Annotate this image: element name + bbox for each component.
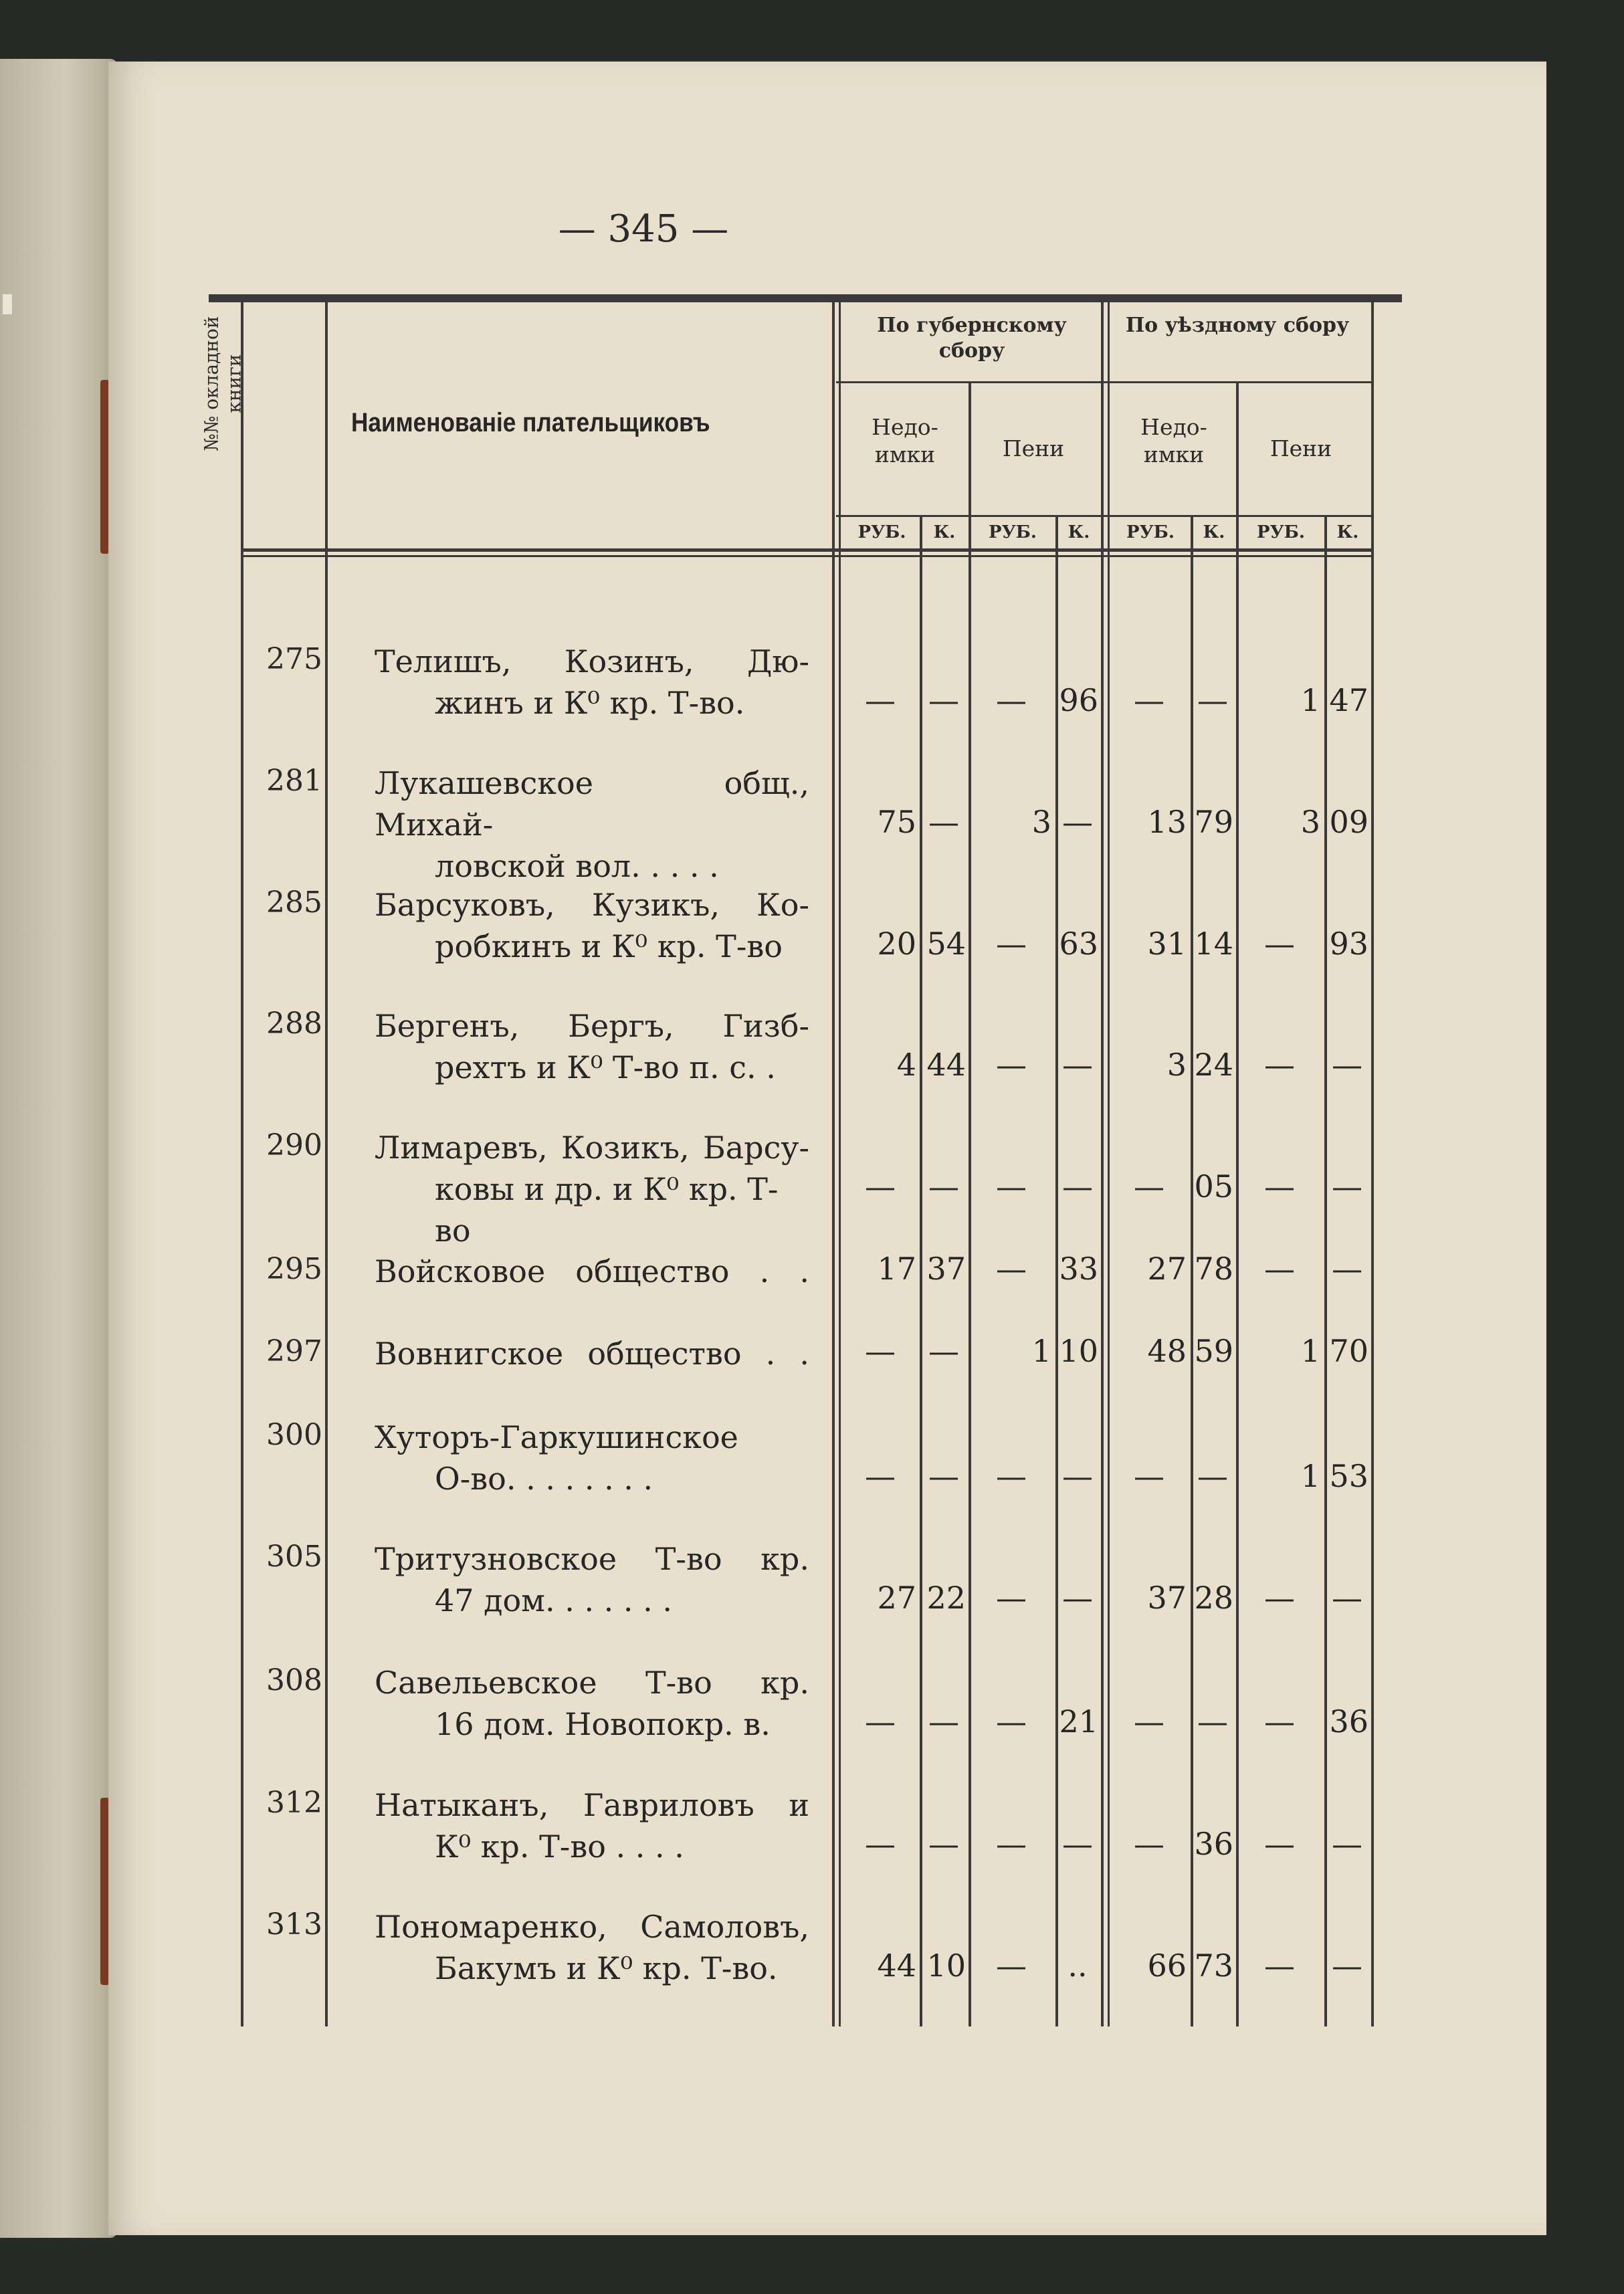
payer-name-line2: Вовнигское общество . . — [375, 1336, 809, 1372]
amount-cell: 79 — [1194, 804, 1233, 840]
adjacent-page-edge — [0, 59, 117, 2238]
payer-name-line2: 47 дом. . . . . . . — [435, 1582, 673, 1619]
amount-cell: — — [1332, 1826, 1362, 1862]
payer-name-line1: Телишъ, Козинъ, Дю- — [375, 643, 809, 680]
row-payer-name — [375, 1251, 809, 1292]
amount-cell: 36 — [1194, 1826, 1233, 1862]
amount-cell: — — [1264, 1168, 1295, 1205]
amount-cell: 53 — [1329, 1458, 1368, 1494]
amount-cell: 59 — [1194, 1333, 1233, 1369]
payer-name-line2: жинъ и К⁰ кр. Т-во. — [435, 685, 745, 721]
amount-cell: 3 — [1031, 804, 1051, 840]
unit-header: РУБ. — [1257, 522, 1305, 542]
unit-header: К. — [1203, 522, 1225, 542]
header-bottom-rule-2 — [241, 555, 1371, 557]
gub-double-line-2 — [1108, 294, 1110, 2026]
amount-cell: — — [1332, 1251, 1362, 1287]
amount-cell: 47 — [1329, 682, 1368, 718]
gub-divider — [1101, 294, 1104, 2026]
row-book-number: 300 — [266, 1418, 322, 1452]
unit-header: РУБ. — [1126, 522, 1175, 542]
left-border — [241, 294, 243, 2026]
amount-cell: 63 — [1059, 926, 1098, 962]
amount-cell: — — [1264, 1826, 1295, 1862]
payer-name-line1: Тритузновское Т-во кр. — [375, 1541, 809, 1577]
amount-cell: — — [928, 1333, 959, 1369]
amount-cell: — — [996, 1047, 1027, 1083]
amount-cell: — — [1332, 1948, 1362, 1984]
payer-name-line1: Хуторъ-Гаркушинское — [375, 1419, 738, 1455]
payer-name-line2: рехтъ и К⁰ Т-во п. с. . — [435, 1049, 776, 1085]
table-top-rule — [209, 294, 1402, 302]
amount-cell: 70 — [1329, 1333, 1368, 1369]
amount-cell: — — [865, 1826, 896, 1862]
row-payer-name — [375, 1662, 809, 1745]
amount-cell: 17 — [877, 1251, 916, 1287]
gub-nedoimki-header: Недо- имки — [872, 414, 938, 468]
clip-mark — [3, 294, 12, 314]
unit-header: К. — [1068, 522, 1090, 542]
amount-cell: 73 — [1194, 1948, 1233, 1984]
amount-cell: — — [865, 1458, 896, 1494]
amount-cell: — — [865, 1168, 896, 1205]
row-book-number: 312 — [266, 1786, 322, 1820]
right-border — [1371, 294, 1374, 2026]
amount-cell: — — [996, 926, 1027, 962]
amount-cell: 09 — [1329, 804, 1368, 840]
payer-name-line2: Войсковое общество . . — [375, 1253, 809, 1289]
header-bottom-rule — [241, 548, 1371, 552]
amount-cell: — — [1264, 1251, 1295, 1287]
amount-cell: 78 — [1194, 1251, 1233, 1287]
gub-peni-header: Пени — [1002, 435, 1065, 461]
amount-cell: — — [1197, 682, 1228, 718]
amount-cell: 33 — [1059, 1251, 1098, 1287]
amount-cell: — — [1062, 1047, 1093, 1083]
row-book-number: 275 — [266, 642, 322, 676]
row-payer-name — [375, 1005, 809, 1088]
row-payer-name — [375, 1127, 809, 1251]
amount-cell: 21 — [1059, 1703, 1098, 1740]
row-book-number: 305 — [266, 1540, 322, 1574]
payer-name-line1: Бергенъ, Бергъ, Гизб- — [375, 1008, 809, 1044]
amount-cell: 10 — [1059, 1333, 1098, 1369]
amount-cell: 66 — [1147, 1948, 1187, 1984]
amount-cell: 3 — [1166, 1047, 1187, 1083]
uezd-peni-header: Пени — [1270, 435, 1332, 461]
payer-name-line2: 16 дом. Новопокр. в. — [435, 1706, 771, 1742]
amount-cell: 93 — [1329, 926, 1368, 962]
page-number: — 345 — — [558, 207, 729, 251]
amount-cell: — — [928, 1458, 959, 1494]
row-book-number: 285 — [266, 885, 322, 920]
amount-cell: — — [1264, 1703, 1295, 1740]
payer-name-line1: Лимаревъ, Козикъ, Барсу- — [375, 1130, 809, 1166]
amount-cell: 14 — [1194, 926, 1233, 962]
row-book-number: 288 — [266, 1007, 322, 1041]
amount-cell: — — [1264, 1047, 1295, 1083]
amount-cell: 37 — [1147, 1580, 1187, 1616]
unit-header: К. — [1336, 522, 1359, 542]
amount-cell: 31 — [1147, 926, 1187, 962]
row-payer-name — [375, 1417, 809, 1499]
amount-cell: 20 — [877, 926, 916, 962]
amount-cell: — — [1062, 1168, 1093, 1205]
amount-cell: — — [996, 1703, 1027, 1740]
subheader-rule — [836, 381, 1371, 383]
row-book-number: 297 — [266, 1334, 322, 1368]
amount-cell: 54 — [926, 926, 966, 962]
amount-cell: — — [1332, 1168, 1362, 1205]
amount-cell: 10 — [926, 1948, 966, 1984]
row-payer-name — [375, 641, 809, 724]
amount-cell: — — [996, 682, 1027, 718]
payer-name-line2: робкинъ и К⁰ кр. Т-во — [435, 928, 783, 964]
row-payer-name — [375, 1906, 809, 1989]
amount-cell: — — [865, 682, 896, 718]
amount-cell: — — [928, 682, 959, 718]
unit-rule — [836, 515, 1371, 517]
amount-cell: 27 — [877, 1580, 916, 1616]
payer-name-line1: Пономаренко, Самоловъ, — [375, 1909, 809, 1945]
amount-cell: 28 — [1194, 1580, 1233, 1616]
amount-cell: — — [996, 1458, 1027, 1494]
row-book-number: 308 — [266, 1663, 322, 1697]
row-book-number: 290 — [266, 1128, 322, 1162]
amount-cell: — — [996, 1168, 1027, 1205]
payer-name-line2: К⁰ кр. Т-во . . . . — [435, 1829, 684, 1865]
amount-cell: — — [1062, 1826, 1093, 1862]
uezd-group-header: По уѣздному сбору — [1125, 314, 1350, 337]
amount-cell: 27 — [1147, 1251, 1187, 1287]
amount-cell: 75 — [877, 804, 916, 840]
amount-cell: — — [865, 1703, 896, 1740]
gub-double-line — [839, 294, 841, 2026]
payer-name-line1: Савельевское Т-во кр. — [375, 1665, 809, 1701]
amount-cell: 24 — [1194, 1047, 1233, 1083]
amount-cell: .. — [1068, 1948, 1088, 1984]
amount-cell: — — [1264, 926, 1295, 962]
amount-cell: 13 — [1147, 804, 1187, 840]
amount-cell: — — [1134, 1168, 1164, 1205]
amount-cell: — — [1264, 1948, 1295, 1984]
name-column-header: Наименованіе плательщиковъ — [351, 408, 710, 437]
amount-cell: 37 — [926, 1251, 966, 1287]
amount-cell: — — [1134, 1458, 1164, 1494]
amount-cell: — — [996, 1580, 1027, 1616]
row-payer-name — [375, 884, 809, 967]
amount-cell: — — [996, 1251, 1027, 1287]
payer-name-line2: О-во. . . . . . . . — [435, 1461, 653, 1497]
amount-cell: — — [1197, 1458, 1228, 1494]
payer-name-line2: ловской вол. . . . . — [435, 848, 719, 884]
amount-cell: 48 — [1147, 1333, 1187, 1369]
name-col-divider — [832, 294, 835, 2026]
amount-cell: — — [1134, 1703, 1164, 1740]
amount-cell: 1 — [1300, 1333, 1320, 1369]
unit-header: РУБ. — [857, 522, 906, 542]
unit-header: К. — [933, 522, 956, 542]
amount-cell: — — [1332, 1580, 1362, 1616]
unit-header: РУБ. — [989, 522, 1037, 542]
row-payer-name — [375, 1333, 809, 1374]
amount-cell: 4 — [896, 1047, 916, 1083]
amount-cell: — — [1062, 1580, 1093, 1616]
amount-cell: — — [1264, 1580, 1295, 1616]
row-payer-name — [375, 1784, 809, 1867]
amount-cell: — — [928, 1168, 959, 1205]
amount-cell: 05 — [1194, 1168, 1233, 1205]
payer-name-line1: Натыканъ, Гавриловъ и — [375, 1787, 809, 1823]
amount-cell: 36 — [1329, 1703, 1368, 1740]
row-book-number: 295 — [266, 1252, 322, 1286]
uezd-nedoimki-header: Недо- имки — [1140, 414, 1207, 468]
row-book-number: 281 — [266, 764, 322, 798]
amount-cell: 44 — [926, 1047, 966, 1083]
amount-cell: — — [996, 1826, 1027, 1862]
payer-name-line1: Лукашевское общ., Михай- — [375, 765, 809, 843]
amount-cell: 22 — [926, 1580, 966, 1616]
payer-name-line1: Барсуковъ, Кузикъ, Ко- — [375, 887, 809, 923]
row-payer-name — [375, 762, 809, 887]
amount-cell: — — [1134, 1826, 1164, 1862]
amount-cell: — — [928, 804, 959, 840]
payer-name-line2: ковы и др. и К⁰ кр. Т-во — [435, 1171, 779, 1249]
amount-cell: 44 — [877, 1948, 916, 1984]
amount-cell: 1 — [1031, 1333, 1051, 1369]
amount-cell: — — [1062, 804, 1093, 840]
amount-cell: — — [928, 1826, 959, 1862]
amount-cell: 96 — [1059, 682, 1098, 718]
amount-cell: — — [1134, 682, 1164, 718]
amount-cell: — — [928, 1703, 959, 1740]
row-payer-name — [375, 1538, 809, 1621]
amount-cell: — — [996, 1948, 1027, 1984]
amount-cell: 3 — [1300, 804, 1320, 840]
amount-cell: — — [1197, 1703, 1228, 1740]
amount-cell: — — [1062, 1458, 1093, 1494]
payer-name-line2: Бакумъ и К⁰ кр. Т-во. — [435, 1950, 778, 1986]
amount-cell: — — [1332, 1047, 1362, 1083]
amount-cell: — — [865, 1333, 896, 1369]
row-book-number: 313 — [266, 1907, 322, 1942]
amount-cell: 1 — [1300, 1458, 1320, 1494]
gub-group-header: По губернскому сбору — [877, 314, 1067, 362]
book-number-header: №№ окладной книги — [200, 316, 245, 451]
amount-cell: 1 — [1300, 682, 1320, 718]
